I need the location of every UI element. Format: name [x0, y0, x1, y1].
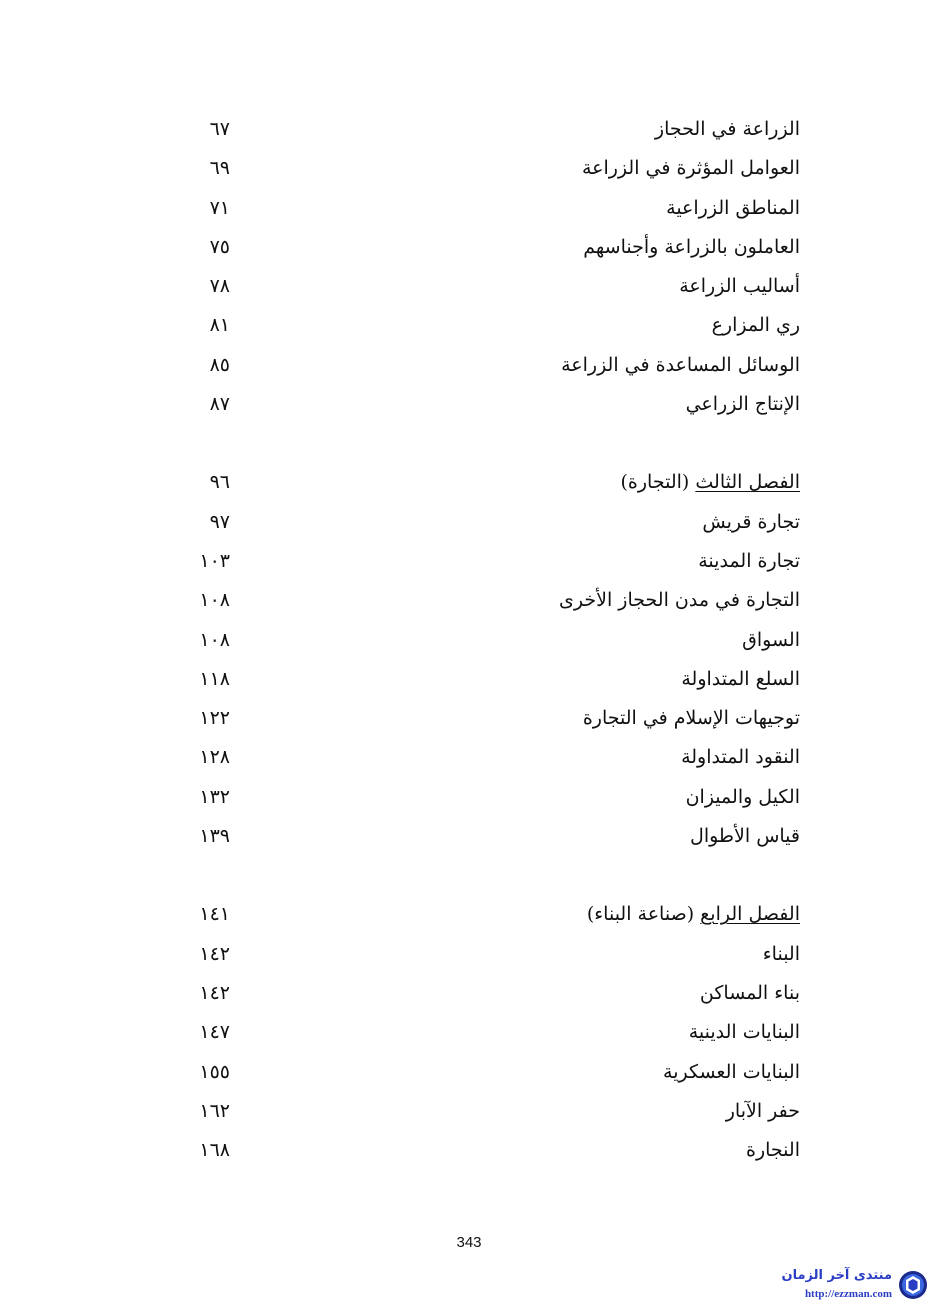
- toc-entry: [0, 583, 938, 622]
- watermark-url[interactable]: http://ezzman.com: [804, 1288, 892, 1300]
- watermark-title: منتدى آخر الزمان: [781, 1268, 892, 1283]
- toc-entry: [0, 544, 938, 583]
- toc-chapter-heading: [0, 897, 938, 936]
- toc-entry-page: ٩٦: [209, 471, 230, 494]
- toc-entry-page: ٧٥: [209, 235, 230, 258]
- toc-entry-title: تجارة المدينة: [698, 549, 800, 572]
- toc-entry-title: ري المزارع: [711, 314, 800, 337]
- toc-entry-title: البناء: [762, 942, 800, 965]
- toc-entry: [0, 308, 938, 347]
- toc-entry: [0, 348, 938, 387]
- toc-entry-page: ١٤١: [199, 903, 230, 926]
- toc-entry-page: ٧٨: [209, 275, 230, 298]
- toc-entry-title: أساليب الزراعة: [679, 275, 800, 298]
- toc-entry: [0, 780, 938, 819]
- toc-entry: [0, 819, 938, 858]
- toc-entry-title: المناطق الزراعية: [666, 196, 800, 219]
- toc-entry-page: ٩٧: [209, 510, 230, 533]
- toc-entry-title: النقود المتداولة: [681, 746, 800, 769]
- toc-entry-page: ٨١: [209, 314, 230, 337]
- toc-entry-page: ١٤٧: [199, 1021, 230, 1044]
- forum-watermark[interactable]: [755, 1266, 930, 1306]
- toc-entry-page: ٨٥: [209, 353, 230, 376]
- toc-entry: [0, 230, 938, 269]
- toc-section-chapter-four: [0, 897, 938, 1172]
- toc-entry-page: ١٢٨: [199, 746, 230, 769]
- toc-entry-title: البنايات الدينية: [688, 1021, 800, 1044]
- chapter-heading-subject: (صناعة البناء): [586, 903, 701, 926]
- toc-entry: [0, 937, 938, 976]
- table-of-contents: [0, 112, 938, 1211]
- toc-entry-title: العاملون بالزراعة وأجناسهم: [583, 235, 800, 258]
- toc-entry-page: ٨٧: [209, 393, 230, 416]
- toc-entry-title: الكيل والميزان: [685, 785, 800, 808]
- toc-entry-page: ١٦٨: [199, 1139, 230, 1162]
- toc-chapter-heading: [0, 465, 938, 504]
- toc-entry: [0, 1055, 938, 1094]
- toc-entry-title: السلع المتداولة: [681, 667, 800, 690]
- toc-entry-page: ١٤٢: [199, 942, 230, 965]
- toc-entry-page: ٧١: [209, 196, 230, 219]
- toc-entry-page: ١٢٢: [199, 707, 230, 730]
- toc-entry-title: بناء المساكن: [699, 981, 800, 1004]
- toc-section-agriculture: [0, 112, 938, 426]
- toc-entry-title: قياس الأطوال: [690, 825, 800, 848]
- toc-entry: [0, 1133, 938, 1172]
- chapter-heading-subject: (التجارة): [620, 471, 696, 494]
- toc-entry-title: السواق: [742, 628, 800, 651]
- toc-entry: [0, 387, 938, 426]
- toc-entry-title: تجارة قريش: [702, 510, 800, 533]
- toc-entry-page: ١٠٨: [199, 589, 230, 612]
- toc-entry-page: ١٠٣: [199, 549, 230, 572]
- toc-entry-page: ١٦٢: [199, 1099, 230, 1122]
- toc-entry: [0, 151, 938, 190]
- toc-entry-title: توجيهات الإسلام في التجارة: [582, 707, 800, 730]
- toc-entry-page: ١٤٢: [199, 981, 230, 1004]
- toc-entry-page: ١٠٨: [199, 628, 230, 651]
- toc-entry-title: التجارة في مدن الحجاز الأخرى: [559, 589, 800, 612]
- toc-entry: [0, 1094, 938, 1133]
- toc-entry: [0, 269, 938, 308]
- chapter-heading-label: الفصل الثالث: [695, 471, 800, 494]
- toc-entry: [0, 623, 938, 662]
- toc-entry-page: ١١٨: [199, 667, 230, 690]
- toc-entry-title: الإنتاج الزراعي: [685, 393, 800, 416]
- toc-entry-page: ١٥٥: [199, 1060, 230, 1083]
- toc-entry: [0, 976, 938, 1015]
- toc-entry-page: ١٣٢: [199, 785, 230, 808]
- toc-entry-title: حفر الآبار: [725, 1099, 800, 1122]
- toc-entry-page: ٦٩: [209, 157, 230, 180]
- page-number: 343: [456, 1234, 482, 1251]
- toc-entry-title: البنايات العسكرية: [663, 1060, 800, 1083]
- toc-entry-title: النجارة: [746, 1139, 800, 1162]
- toc-entry: [0, 505, 938, 544]
- toc-entry-title: العوامل المؤثرة في الزراعة: [581, 157, 800, 180]
- toc-entry-title: الوسائل المساعدة في الزراعة: [561, 353, 800, 376]
- toc-entry: [0, 740, 938, 779]
- chapter-heading-title: [587, 903, 800, 925]
- toc-entry: [0, 662, 938, 701]
- toc-entry: [0, 701, 938, 740]
- toc-entry: [0, 112, 938, 151]
- toc-entry-title: الزراعة في الحجاز: [654, 118, 800, 140]
- chapter-heading-label: الفصل الرابع: [700, 903, 800, 926]
- toc-section-chapter-three: [0, 465, 938, 858]
- chapter-heading-title: [621, 471, 800, 493]
- toc-entry: [0, 191, 938, 230]
- forum-logo-icon: [898, 1270, 928, 1300]
- toc-entry-page: ٦٧: [209, 118, 230, 140]
- toc-entry-page: ١٣٩: [199, 825, 230, 848]
- toc-entry: [0, 1015, 938, 1054]
